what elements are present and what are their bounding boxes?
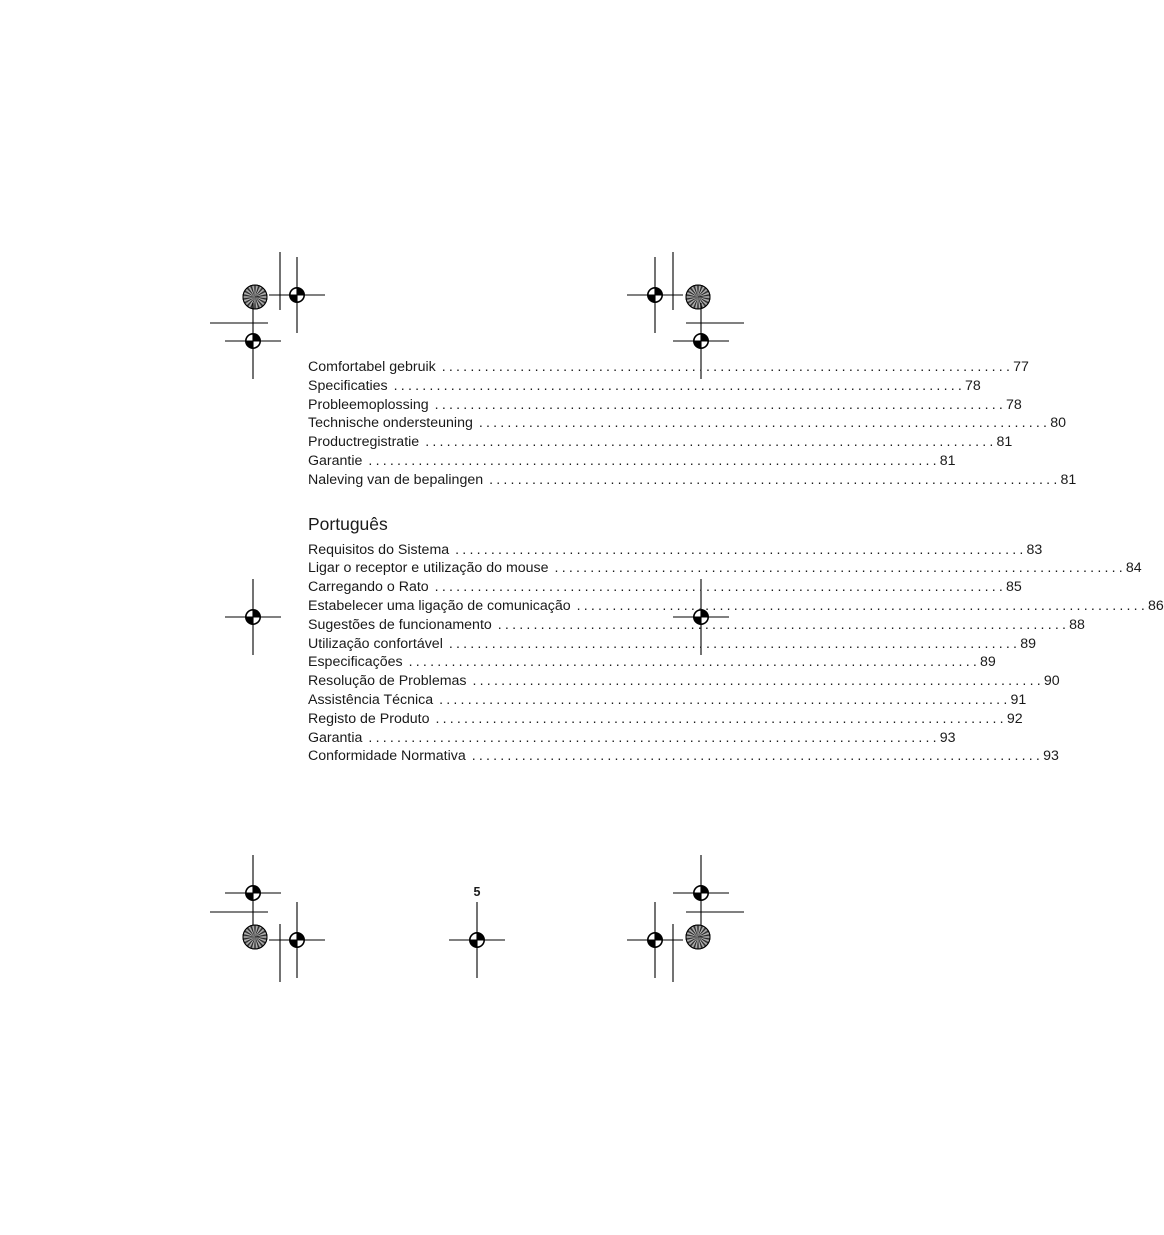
toc-entry-title: Productregistratie: [308, 434, 420, 451]
toc-entry: [308, 377, 981, 396]
toc-entry-title: Specificaties: [308, 377, 388, 394]
toc-entry-page: 77: [1013, 359, 1029, 375]
dot-leader: ................................................................................: [441, 359, 1014, 375]
toc-entry-page: 85: [1006, 579, 1022, 596]
registration-target-icon: [627, 902, 683, 978]
dot-leader: ................................................................................: [434, 579, 1007, 596]
dot-leader: ................................................................................: [393, 377, 965, 394]
toc-entry: [308, 616, 1085, 635]
toc-entry-page: 88: [1069, 616, 1085, 633]
toc-entry: [308, 672, 1060, 691]
toc-entry: [308, 358, 1029, 377]
toc-entry-title: Garantia: [308, 729, 363, 746]
toc-entry-title: Garantie: [308, 452, 363, 469]
starburst-color-bar-icon: [243, 925, 267, 949]
toc-entry-title: Especificações: [308, 654, 403, 671]
table-of-contents: [308, 358, 1164, 766]
toc-entry-page: 80: [1050, 415, 1066, 432]
dot-leader: ................................................................................: [472, 673, 1044, 690]
dot-leader: ................................................................................: [368, 729, 940, 746]
toc-entry: [308, 414, 1066, 433]
toc-entry-title: Registo de Produto: [308, 710, 430, 727]
dot-leader: ................................................................................: [368, 452, 940, 469]
toc-section: [308, 490, 1164, 767]
toc-entry-title: Naleving van de bepalingen: [308, 471, 484, 488]
toc-entry: [308, 452, 956, 471]
toc-entry-page: 93: [939, 729, 956, 746]
toc-section: [308, 358, 1077, 490]
toc-entry-page: 81: [996, 434, 1013, 451]
toc-list: [308, 541, 1164, 767]
dot-leader: ................................................................................: [497, 616, 1070, 633]
toc-entry-page: 86: [1147, 597, 1164, 614]
registration-target-icon: [225, 303, 281, 379]
toc-entry: [308, 396, 1022, 415]
toc-entry-title: Comfortabel gebruik: [308, 359, 436, 375]
toc-entry: [308, 559, 1142, 578]
toc-entry-page: 90: [1043, 673, 1060, 690]
toc-entry-title: Resolução de Problemas: [308, 673, 467, 690]
dot-leader: ................................................................................: [448, 635, 1021, 652]
page-number: 5: [473, 885, 481, 899]
toc-entry-title: Conformidade Normativa: [308, 748, 466, 765]
toc-entry-title: Assistência Técnica: [308, 691, 434, 708]
dot-leader: ................................................................................: [455, 541, 1027, 558]
dot-leader: ................................................................................: [435, 710, 1007, 727]
toc-entry-page: 78: [1006, 396, 1022, 413]
toc-entry-page: 81: [939, 452, 956, 469]
toc-entry-page: 92: [1006, 710, 1023, 727]
registration-target-icon: [449, 902, 505, 978]
dot-leader: ................................................................................: [425, 434, 997, 451]
toc-entry-page: 93: [1043, 748, 1059, 765]
toc-entry-title: Estabelecer uma ligação de comunicação: [308, 597, 571, 614]
dot-leader: ................................................................................: [408, 654, 980, 671]
toc-entry-title: Ligar o receptor e utilização do mouse: [308, 560, 549, 577]
starburst-color-bar-icon: [243, 285, 267, 309]
toc-entry-page: 89: [979, 654, 996, 671]
section-heading: Português: [308, 513, 388, 534]
toc-entry-page: 89: [1020, 635, 1036, 652]
toc-entry: [308, 747, 1059, 766]
toc-entry-title: Carregando o Rato: [308, 579, 429, 596]
toc-entry-title: Requisitos do Sistema: [308, 541, 450, 558]
toc-entry: [308, 729, 956, 748]
toc-list: [308, 358, 1077, 490]
registration-target-icon: [673, 855, 729, 931]
toc-entry-title: Technische ondersteuning: [308, 415, 473, 432]
toc-entry-title: Sugestões de funcionamento: [308, 616, 492, 633]
toc-entry: [308, 635, 1036, 654]
registration-target-icon: [225, 855, 281, 931]
dot-leader: ................................................................................: [489, 471, 1061, 488]
toc-entry-title: Probleemoplossing: [308, 396, 429, 413]
dot-leader: ................................................................................: [471, 748, 1044, 765]
toc-entry: [308, 597, 1164, 616]
dot-leader: ................................................................................: [434, 396, 1007, 413]
dot-leader: ................................................................................: [439, 691, 1011, 708]
starburst-color-bar-icon: [686, 925, 710, 949]
dot-leader: ................................................................................: [554, 560, 1126, 577]
toc-entry: [308, 653, 996, 672]
toc-entry: [308, 578, 1022, 597]
toc-entry-page: 84: [1125, 560, 1142, 577]
toc-entry-title: Utilização confortável: [308, 635, 443, 652]
toc-entry-page: 81: [1060, 471, 1077, 488]
registration-target-icon: [627, 257, 683, 333]
starburst-color-bar-icon: [686, 285, 710, 309]
dot-leader: ................................................................................: [478, 415, 1051, 432]
toc-entry: [308, 710, 1023, 729]
toc-entry: [308, 541, 1043, 560]
registration-target-icon: [269, 257, 325, 333]
toc-entry: [308, 691, 1027, 710]
registration-target-icon: [269, 902, 325, 978]
toc-entry-page: 91: [1010, 691, 1027, 708]
dot-leader: ................................................................................: [576, 597, 1148, 614]
toc-entry: [308, 433, 1013, 452]
toc-entry: [308, 471, 1077, 490]
toc-entry-page: 83: [1026, 541, 1043, 558]
toc-entry-page: 78: [965, 377, 981, 394]
registration-target-icon: [225, 579, 281, 655]
